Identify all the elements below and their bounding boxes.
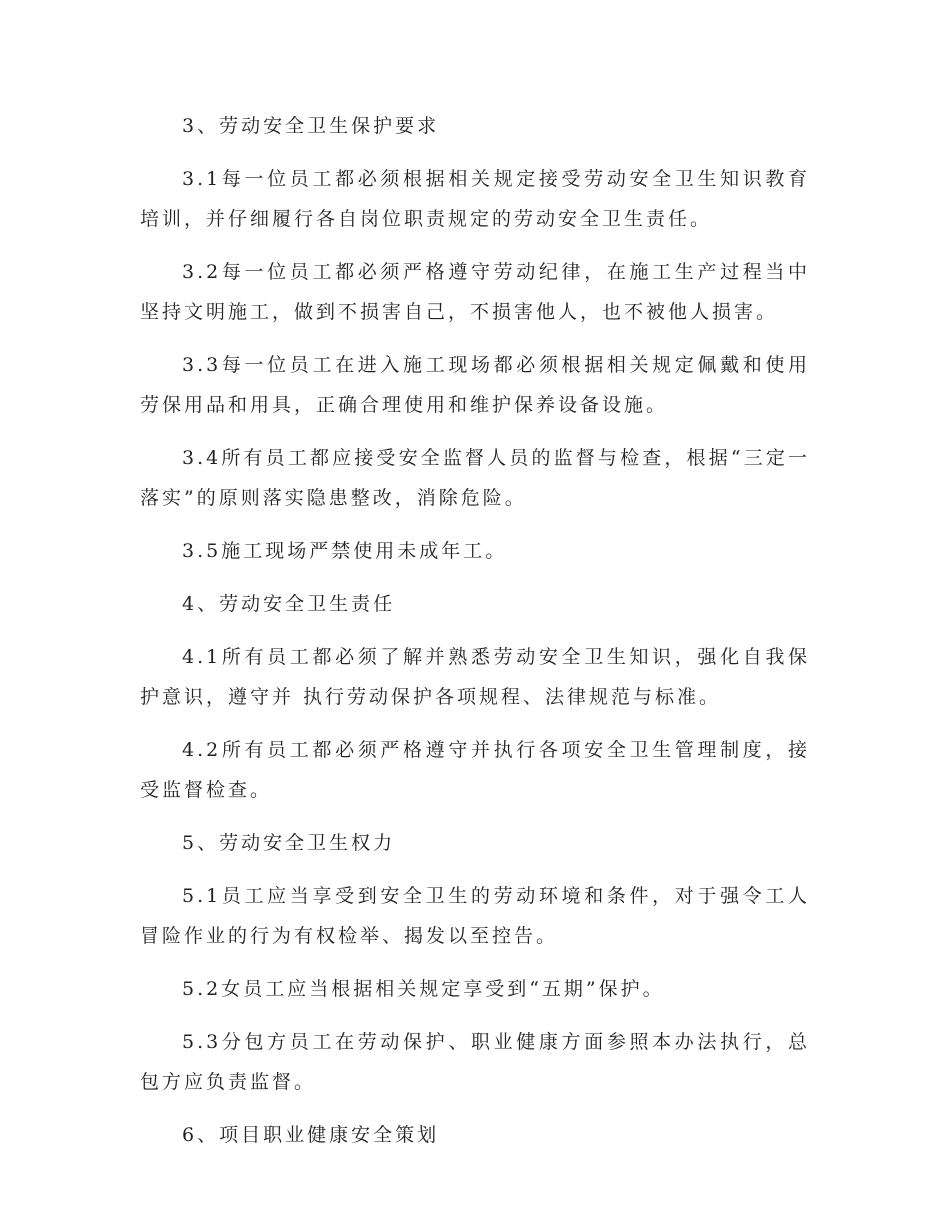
section-heading-3: 3、劳动安全卫生保护要求: [182, 115, 440, 137]
section-heading-6: 6、项目职业健康安全策划: [182, 1124, 440, 1146]
section-heading-4: 4、劳动安全卫生责任: [182, 593, 396, 615]
document-body: [140, 106, 810, 1155]
paragraph-4-2: 4.2所有员工都必须严格遵守并执行各项安全卫生管理制度，接受监督检查。: [140, 739, 810, 801]
paragraph-3-4: 3.4所有员工都应接受安全监督人员的监督与检查，根据“三定一落实”的原则落实隐患整改，消除危险。: [140, 447, 810, 509]
paragraph-3-5: 3.5施工现场严禁使用未成年工。: [182, 540, 508, 562]
paragraph-5-1: 5.1员工应当享受到安全卫生的劳动环境和条件，对于强令工人冒险作业的行为有权检举、揭发以至控告。: [140, 885, 810, 947]
paragraph-4-1: 4.1所有员工都必须了解并熟悉劳动安全卫生知识，强化自我保护意识，遵守并 执行劳动保护各项规程、法律规范与标准。: [140, 646, 810, 708]
paragraph-5-3: 5.3分包方员工在劳动保护、职业健康方面参照本办法执行，总包方应负责监督。: [140, 1031, 810, 1093]
paragraph-5-2: 5.2女员工应当根据相关规定享受到“五期”保护。: [182, 978, 665, 1000]
paragraph-3-3: 3.3每一位员工在进入施工现场都必须根据相关规定佩戴和使用劳保用品和用具，正确合理使用和维护保养设备设施。: [140, 354, 810, 416]
paragraph-3-1: 3.1每一位员工都必须根据相关规定接受劳动安全卫生知识教育培训，并仔细履行各自岗位职责规定的劳动安全卫生责任。: [140, 168, 810, 230]
section-heading-5: 5、劳动安全卫生权力: [182, 832, 396, 854]
paragraph-3-2: 3.2每一位员工都必须严格遵守劳动纪律，在施工生产过程当中坚持文明施工，做到不损害自己，不损害他人，也不被他人损害。: [140, 261, 810, 323]
